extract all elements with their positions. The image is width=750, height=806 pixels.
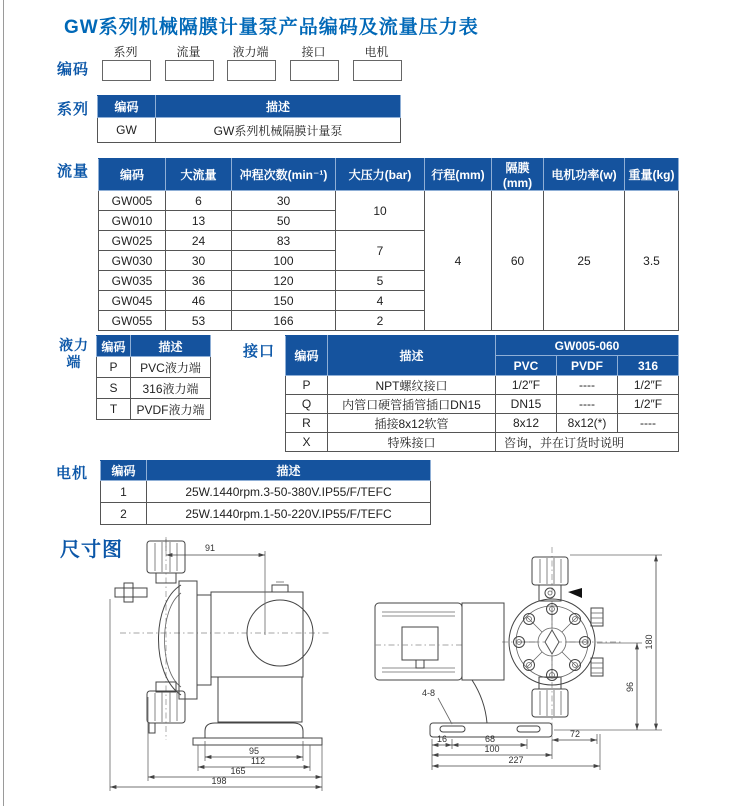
table-row bbox=[97, 399, 211, 420]
coding-box-label-motor: 电机 bbox=[364, 45, 389, 59]
pump-front-view-drawing bbox=[372, 542, 687, 792]
motor-table bbox=[100, 460, 431, 525]
dim-95-label: 95 bbox=[248, 746, 260, 756]
table-row bbox=[286, 395, 679, 414]
flow-header-stroke-len: 行程(mm) bbox=[425, 159, 492, 191]
hydraulic-desc: PVDF液力端 bbox=[131, 399, 211, 420]
motor-desc: 25W.1440rpm.1-50-220V.IP55/F/TEFC bbox=[147, 503, 431, 525]
flow-code: GW035 bbox=[99, 271, 166, 291]
flow-pressure: 7 bbox=[336, 231, 425, 271]
dim-112-label: 112 bbox=[250, 756, 266, 766]
interface-code: X bbox=[286, 433, 328, 452]
flow-header-strokes: 冲程次数(min⁻¹) bbox=[232, 159, 336, 191]
interface-316: ---- bbox=[618, 414, 679, 433]
flow-value: 36 bbox=[166, 271, 232, 291]
table-row bbox=[286, 376, 679, 395]
interface-pvdf: 8x12(*) bbox=[557, 414, 618, 433]
series-header-code: 编码 bbox=[98, 96, 156, 118]
interface-table bbox=[285, 335, 679, 452]
flow-header-max-flow: 大流量 bbox=[166, 159, 232, 191]
flow-value: 53 bbox=[166, 311, 232, 331]
interface-desc: 特殊接口 bbox=[328, 433, 496, 452]
hydraulic-table bbox=[96, 335, 211, 420]
series-section-label: 系列 bbox=[57, 101, 90, 118]
dim-227-label: 227 bbox=[508, 755, 524, 765]
flow-pressure: 4 bbox=[336, 291, 425, 311]
interface-header-group: GW005-060 bbox=[496, 336, 679, 356]
flow-header-pressure: 大压力(bar) bbox=[336, 159, 425, 191]
interface-desc: NPT螺纹接口 bbox=[328, 376, 496, 395]
dim-180-label: 180 bbox=[644, 634, 654, 650]
interface-desc: 插接8x12软管 bbox=[328, 414, 496, 433]
flow-header-code: 编码 bbox=[99, 159, 166, 191]
page-title: GW系列机械隔膜计量泵产品编码及流量压力表 bbox=[64, 17, 479, 38]
flow-strokes: 83 bbox=[232, 231, 336, 251]
coding-box-hydraulic bbox=[227, 60, 276, 81]
coding-box-motor bbox=[353, 60, 402, 81]
interface-header-pvc: PVC bbox=[496, 356, 557, 376]
flow-code: GW010 bbox=[99, 211, 166, 231]
flow-value: 30 bbox=[166, 251, 232, 271]
flow-code: GW005 bbox=[99, 191, 166, 211]
motor-section-label: 电机 bbox=[56, 465, 89, 482]
table-row bbox=[101, 481, 431, 503]
flow-diaphragm: 60 bbox=[492, 191, 544, 331]
interface-header-316: 316 bbox=[618, 356, 679, 376]
hydraulic-header-code: 编码 bbox=[97, 336, 131, 357]
flow-code: GW025 bbox=[99, 231, 166, 251]
interface-pvdf: ---- bbox=[557, 376, 618, 395]
hydraulic-label-line1: 液力 bbox=[59, 337, 89, 353]
flow-motor-power: 25 bbox=[544, 191, 625, 331]
hydraulic-header-desc: 描述 bbox=[131, 336, 211, 357]
dimensions-section-label: 尺寸图 bbox=[60, 539, 123, 561]
coding-box-interface bbox=[290, 60, 339, 81]
interface-316: 1/2″F bbox=[618, 376, 679, 395]
interface-note: 咨询，并在订货时说明 bbox=[496, 433, 679, 452]
table-row bbox=[286, 433, 679, 452]
interface-section-label: 接口 bbox=[243, 343, 276, 360]
flow-strokes: 30 bbox=[232, 191, 336, 211]
table-row bbox=[97, 378, 211, 399]
hydraulic-section-label bbox=[57, 337, 91, 371]
interface-316: 1/2″F bbox=[618, 395, 679, 414]
page-left-border bbox=[3, 0, 4, 806]
interface-pvdf: ---- bbox=[557, 395, 618, 414]
dim-165-label: 165 bbox=[230, 766, 246, 776]
table-row bbox=[99, 191, 679, 211]
flow-strokes: 120 bbox=[232, 271, 336, 291]
flow-strokes: 100 bbox=[232, 251, 336, 271]
coding-section-label: 编码 bbox=[57, 61, 90, 78]
flow-value: 13 bbox=[166, 211, 232, 231]
coding-box-label-series: 系列 bbox=[113, 45, 138, 59]
interface-header-desc: 描述 bbox=[328, 336, 496, 376]
flow-value: 46 bbox=[166, 291, 232, 311]
series-code: GW bbox=[98, 118, 156, 143]
flow-code: GW030 bbox=[99, 251, 166, 271]
flow-value: 24 bbox=[166, 231, 232, 251]
motor-code: 2 bbox=[101, 503, 147, 525]
motor-code: 1 bbox=[101, 481, 147, 503]
motor-desc: 25W.1440rpm.3-50-380V.IP55/F/TEFC bbox=[147, 481, 431, 503]
hydraulic-desc: PVC液力端 bbox=[131, 357, 211, 378]
flow-value: 6 bbox=[166, 191, 232, 211]
flow-pressure: 5 bbox=[336, 271, 425, 291]
interface-pvc: 1/2″F bbox=[496, 376, 557, 395]
hydraulic-code: T bbox=[97, 399, 131, 420]
pump-side-view-drawing bbox=[95, 535, 360, 795]
motor-header-desc: 描述 bbox=[147, 461, 431, 481]
hydraulic-code: P bbox=[97, 357, 131, 378]
dim-198-label: 198 bbox=[211, 776, 227, 786]
dim-91-label: 91 bbox=[204, 543, 216, 553]
flow-strokes: 150 bbox=[232, 291, 336, 311]
flow-table bbox=[98, 158, 679, 331]
coding-box-flow bbox=[165, 60, 214, 81]
series-desc: GW系列机械隔膜计量泵 bbox=[156, 118, 401, 143]
flow-code: GW045 bbox=[99, 291, 166, 311]
flow-header-weight: 重量(kg) bbox=[625, 159, 679, 191]
dim-72-label: 72 bbox=[569, 729, 581, 739]
table-row bbox=[98, 118, 401, 143]
flow-pressure: 10 bbox=[336, 191, 425, 231]
hydraulic-code: S bbox=[97, 378, 131, 399]
interface-pvc: 8x12 bbox=[496, 414, 557, 433]
table-row bbox=[101, 503, 431, 525]
flow-stroke-len: 4 bbox=[425, 191, 492, 331]
hydraulic-label-line2: 端 bbox=[66, 354, 82, 370]
dim-68-label: 68 bbox=[484, 734, 496, 744]
flow-header-diaphragm: 隔膜(mm) bbox=[492, 159, 544, 191]
flow-header-motor-power: 电机功率(w) bbox=[544, 159, 625, 191]
flow-pressure: 2 bbox=[336, 311, 425, 331]
coding-box-label-hydraulic: 液力端 bbox=[232, 45, 269, 59]
dim-16-label: 16 bbox=[436, 734, 448, 744]
series-table bbox=[97, 95, 401, 143]
interface-code: P bbox=[286, 376, 328, 395]
interface-desc: 内管口硬管插管插口DN15 bbox=[328, 395, 496, 414]
coding-box-label-interface: 接口 bbox=[301, 45, 326, 59]
interface-pvc: DN15 bbox=[496, 395, 557, 414]
interface-header-code: 编码 bbox=[286, 336, 328, 376]
dim-holes-label: 4-8 bbox=[422, 688, 436, 698]
interface-code: Q bbox=[286, 395, 328, 414]
dim-100-label: 100 bbox=[484, 744, 500, 754]
table-row bbox=[286, 414, 679, 433]
coding-box-series bbox=[102, 60, 151, 81]
flow-code: GW055 bbox=[99, 311, 166, 331]
interface-code: R bbox=[286, 414, 328, 433]
motor-header-code: 编码 bbox=[101, 461, 147, 481]
coding-box-label-flow: 流量 bbox=[176, 45, 201, 59]
flow-section-label: 流量 bbox=[57, 163, 90, 180]
flow-strokes: 166 bbox=[232, 311, 336, 331]
table-row bbox=[97, 357, 211, 378]
hydraulic-desc: 316液力端 bbox=[131, 378, 211, 399]
interface-header-pvdf: PVDF bbox=[557, 356, 618, 376]
dim-96-label: 96 bbox=[625, 681, 635, 693]
flow-weight: 3.5 bbox=[625, 191, 679, 331]
series-header-desc: 描述 bbox=[156, 96, 401, 118]
flow-strokes: 50 bbox=[232, 211, 336, 231]
